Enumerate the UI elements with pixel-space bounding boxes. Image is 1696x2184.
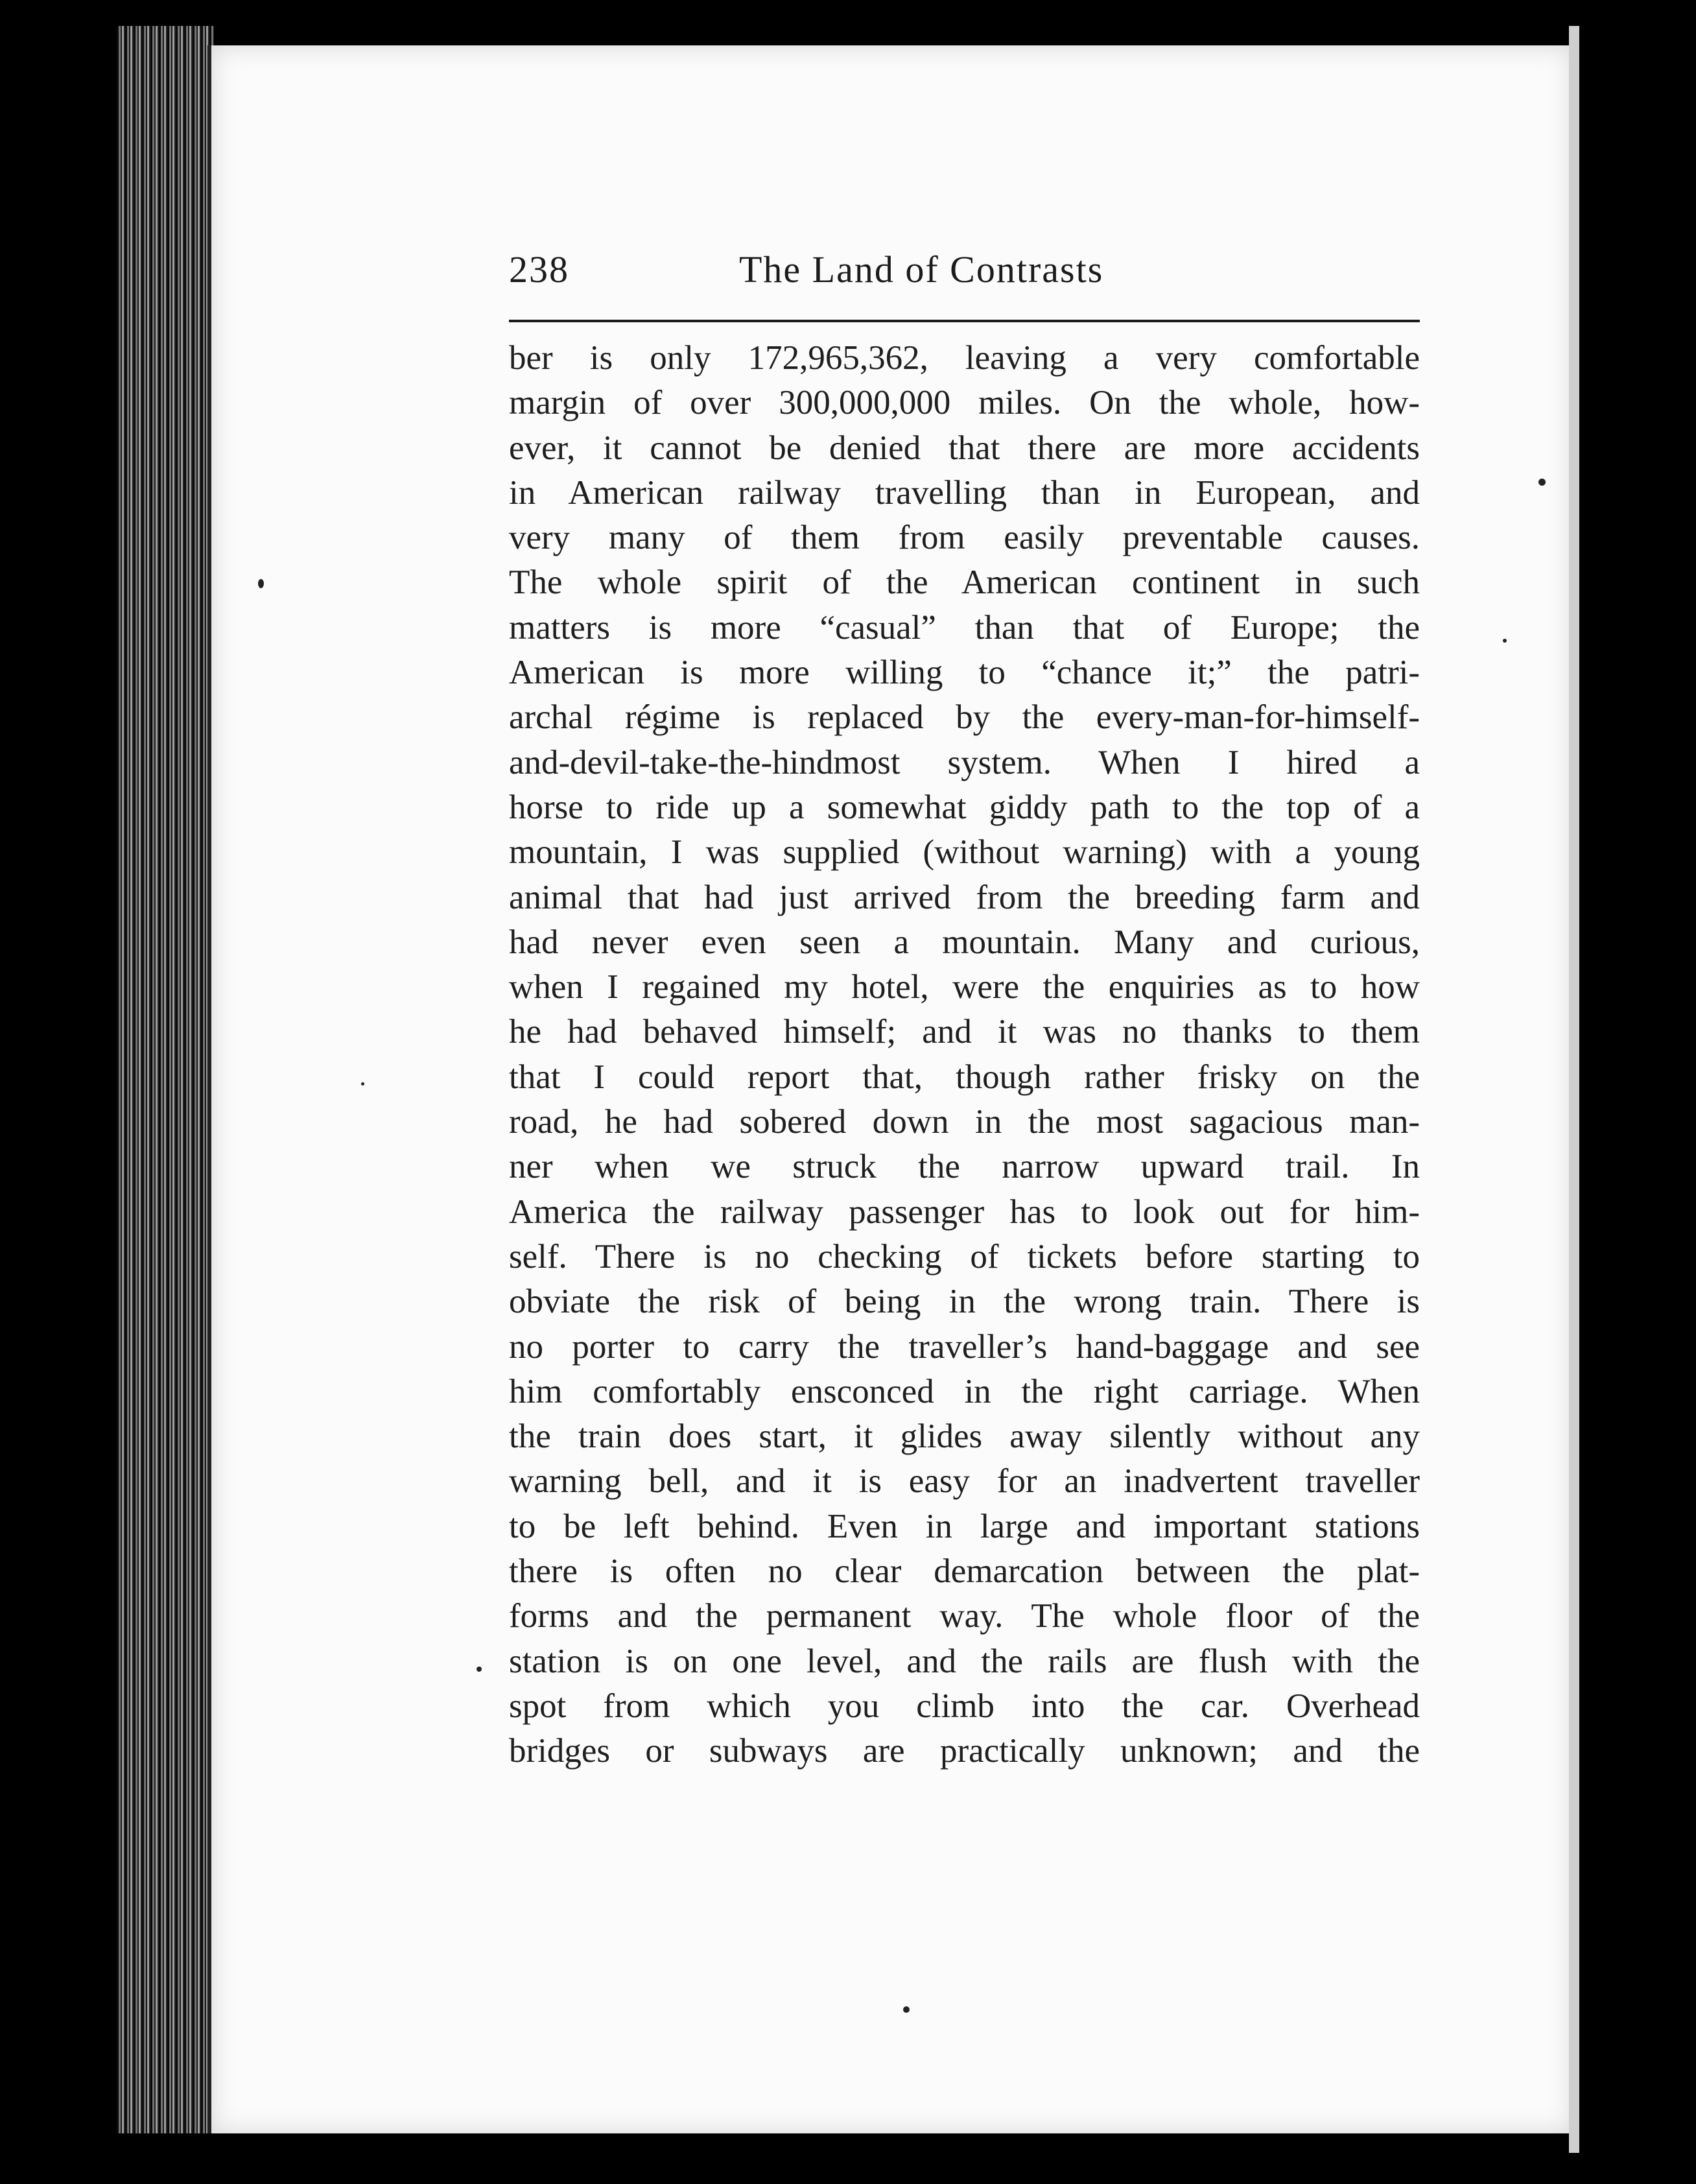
- text-line: to be left behind. Even in large and important stations: [509, 1507, 1420, 1545]
- text-line: in American railway travelling than in European, and: [509, 473, 1420, 512]
- text-line: archal régime is replaced by the every-man-for-himself-: [509, 698, 1420, 737]
- text-line: that I could report that, though rather frisky on the: [509, 1058, 1420, 1096]
- text-line: road, he had sobered down in the most sagacious man-: [509, 1103, 1420, 1141]
- scan-speck: [361, 1082, 364, 1086]
- scan-speck: [1538, 479, 1546, 486]
- scan-speck: [903, 2006, 910, 2013]
- text-line: obviate the risk of being in the wrong train. There is: [509, 1283, 1420, 1321]
- text-line: horse to ride up a somewhat giddy path to the top of a: [509, 788, 1420, 826]
- text-line: and-devil-take-the-hindmost system. When I hired a: [509, 743, 1420, 781]
- running-title: The Land of Contrasts: [739, 248, 1104, 291]
- text-line: when I regained my hotel, were the enquiries as to how: [509, 968, 1420, 1006]
- text-line: American is more willing to “chance it;” the patri-: [509, 654, 1420, 692]
- page-number: 238: [509, 248, 569, 291]
- text-line: self. There is no checking of tickets before starting to: [509, 1237, 1420, 1276]
- text-line: ber is only 172,965,362, leaving a very comfortable: [509, 339, 1420, 377]
- text-line: station is on one level, and the rails are flush with the: [509, 1642, 1420, 1680]
- body-text: [509, 336, 1420, 1774]
- text-line: mountain, I was supplied (without warning) with a young: [509, 833, 1420, 872]
- text-line: very many of them from easily preventable causes.: [509, 519, 1420, 557]
- text-line: bridges or subways are practically unknown; and the: [509, 1732, 1420, 1770]
- text-line: animal that had just arrived from the breeding farm and: [509, 878, 1420, 916]
- running-header: [509, 248, 1420, 300]
- text-line: there is often no clear demarcation between the plat-: [509, 1552, 1420, 1591]
- header-rule: [509, 320, 1420, 322]
- text-line: ever, it cannot be denied that there are more accidents: [509, 429, 1420, 467]
- right-page-edge: [1569, 26, 1579, 2153]
- text-line: warning bell, and it is easy for an inadvertent traveller: [509, 1462, 1420, 1501]
- text-line: The whole spirit of the American continent in such: [509, 564, 1420, 602]
- text-line: America the railway passenger has to look out for him-: [509, 1193, 1420, 1231]
- text-line: spot from which you climb into the car. Overhead: [509, 1687, 1420, 1725]
- text-line: had never even seen a mountain. Many and curious,: [509, 923, 1420, 961]
- text-line: matters is more “casual” than that of Europe; the: [509, 608, 1420, 647]
- text-line: forms and the permanent way. The whole floor of the: [509, 1597, 1420, 1635]
- scan-speck: [477, 1667, 482, 1672]
- text-line: ner when we struck the narrow upward trail. In: [509, 1148, 1420, 1186]
- scan-speck: [258, 579, 264, 588]
- text-line: the train does start, it glides away silently without any: [509, 1418, 1420, 1456]
- text-line: he had behaved himself; and it was no thanks to them: [509, 1013, 1420, 1051]
- book-page-edges: [117, 26, 214, 2133]
- scan-speck: [1503, 639, 1507, 643]
- text-line: margin of over 300,000,000 miles. On the whole, how-: [509, 384, 1420, 422]
- text-line: him comfortably ensconced in the right carriage. When: [509, 1372, 1420, 1410]
- text-line: no porter to carry the traveller’s hand-baggage and see: [509, 1327, 1420, 1366]
